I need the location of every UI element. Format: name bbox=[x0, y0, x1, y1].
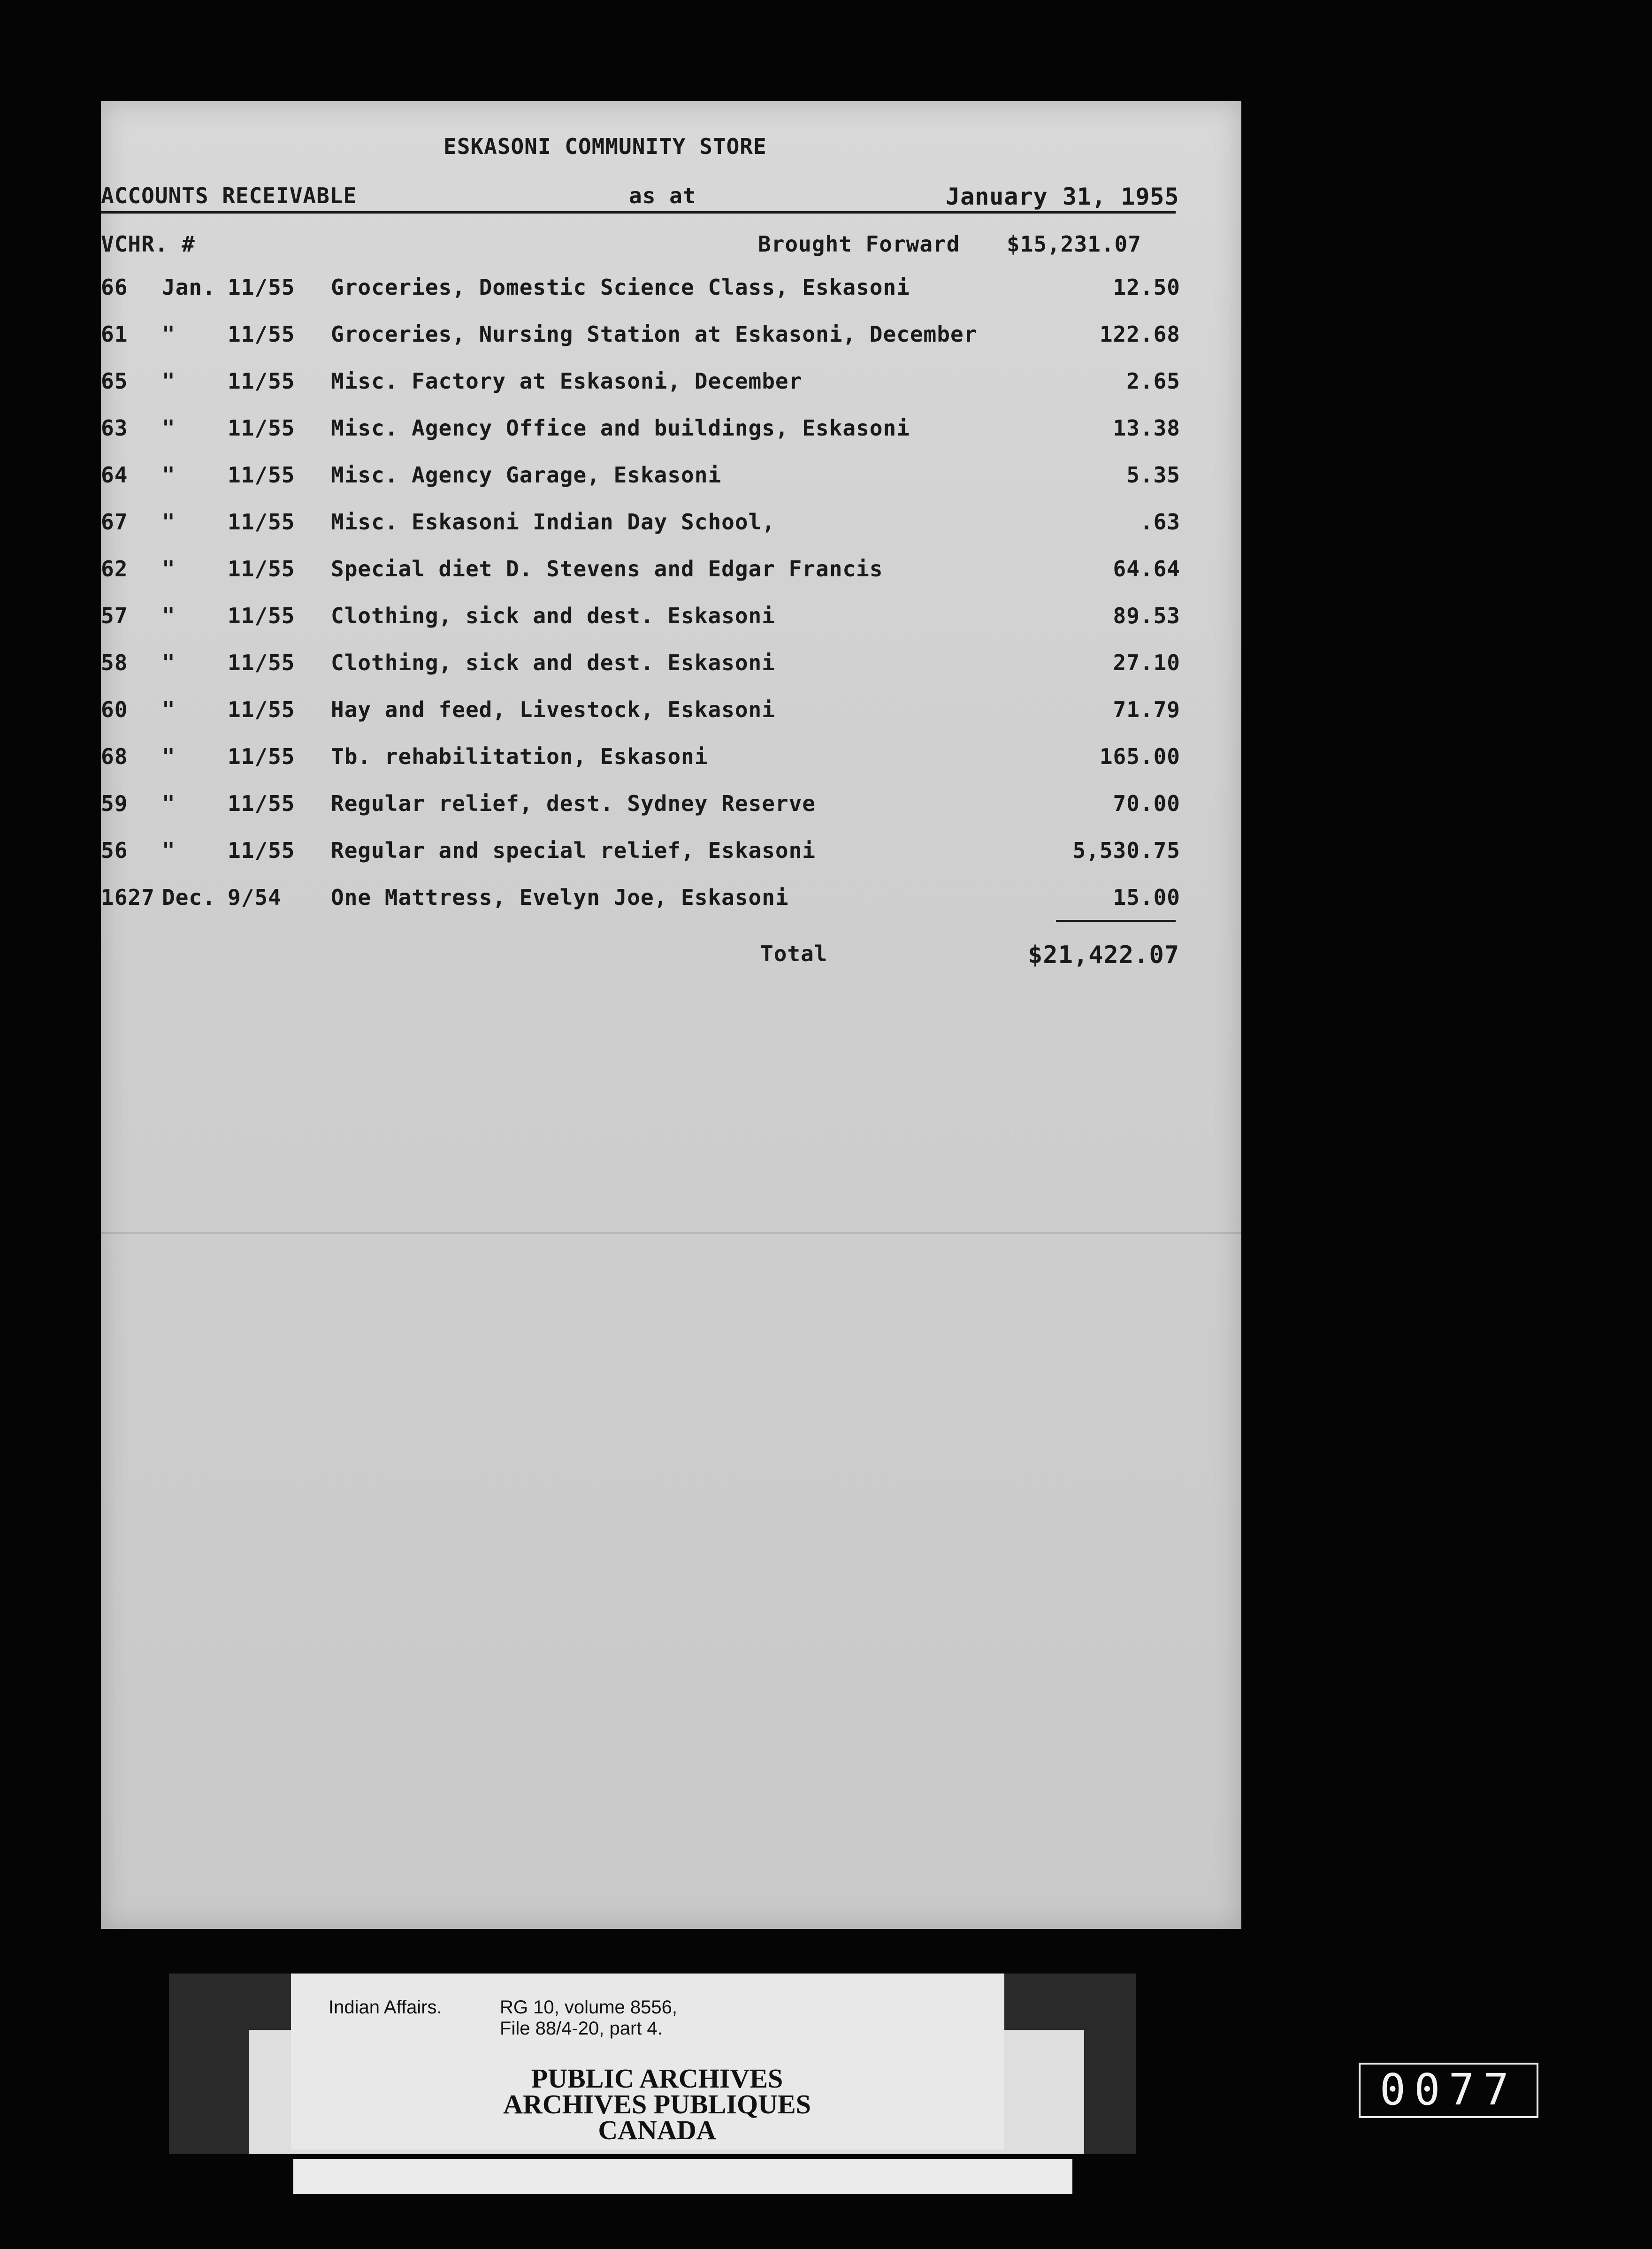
voucher-amount: 89.53 bbox=[1113, 603, 1180, 628]
voucher-number: 66 bbox=[101, 275, 128, 300]
voucher-description: Tb. rehabilitation, Eskasoni bbox=[331, 744, 708, 769]
voucher-number: 65 bbox=[101, 368, 128, 394]
voucher-number: 61 bbox=[101, 321, 128, 347]
voucher-amount: 13.38 bbox=[1113, 415, 1180, 441]
voucher-number: 60 bbox=[101, 697, 128, 722]
header-date: January 31, 1955 bbox=[946, 183, 1179, 210]
header-rule bbox=[101, 211, 1176, 214]
voucher-date: 11/55 bbox=[228, 791, 295, 816]
archive-reference-line-2: File 88/4-20, part 4. bbox=[500, 2018, 663, 2039]
document-page bbox=[101, 101, 1241, 1929]
voucher-number: 68 bbox=[101, 744, 128, 769]
table-row bbox=[101, 885, 1180, 932]
archive-label-bottom-strip bbox=[293, 2159, 1072, 2194]
voucher-amount: .63 bbox=[1140, 509, 1180, 535]
voucher-month: " bbox=[162, 462, 176, 488]
voucher-amount: 5.35 bbox=[1126, 462, 1180, 488]
table-row bbox=[101, 462, 1180, 509]
archive-reference-line-1: RG 10, volume 8556, bbox=[500, 1997, 677, 2018]
subtotal-underline bbox=[1056, 920, 1176, 922]
voucher-date: 11/55 bbox=[228, 321, 295, 347]
voucher-month: " bbox=[162, 368, 176, 394]
voucher-month: " bbox=[162, 509, 176, 535]
voucher-number: 64 bbox=[101, 462, 128, 488]
voucher-date: 11/55 bbox=[228, 838, 295, 863]
voucher-month: " bbox=[162, 603, 176, 628]
page-fold-line bbox=[101, 1232, 1241, 1234]
voucher-description: Groceries, Nursing Station at Eskasoni, December bbox=[331, 321, 978, 347]
table-row bbox=[101, 838, 1180, 885]
voucher-number: 57 bbox=[101, 603, 128, 628]
voucher-description: Misc. Eskasoni Indian Day School, bbox=[331, 509, 775, 535]
voucher-amount: 12.50 bbox=[1113, 275, 1180, 300]
voucher-amount: 70.00 bbox=[1113, 791, 1180, 816]
header-as-at: as at bbox=[629, 183, 696, 208]
frame-number: 0077 bbox=[1359, 2063, 1538, 2118]
voucher-number: 58 bbox=[101, 650, 128, 675]
table-row bbox=[101, 275, 1180, 321]
voucher-description: Misc. Agency Office and buildings, Eskasoni bbox=[331, 415, 910, 441]
voucher-description: Clothing, sick and dest. Eskasoni bbox=[331, 650, 775, 675]
table-row bbox=[101, 697, 1180, 744]
voucher-description: Misc. Factory at Eskasoni, December bbox=[331, 368, 803, 394]
voucher-date: 11/55 bbox=[228, 509, 295, 535]
voucher-date: 11/55 bbox=[228, 697, 295, 722]
total-label: Total bbox=[760, 941, 828, 966]
voucher-date: 9/54 bbox=[228, 885, 282, 910]
table-row bbox=[101, 650, 1180, 697]
header-accounts-receivable: ACCOUNTS RECEIVABLE bbox=[101, 183, 357, 208]
voucher-number: 62 bbox=[101, 556, 128, 581]
voucher-month: " bbox=[162, 415, 176, 441]
voucher-month: " bbox=[162, 650, 176, 675]
voucher-amount: 2.65 bbox=[1126, 368, 1180, 394]
voucher-description: Regular and special relief, Eskasoni bbox=[331, 838, 816, 863]
table-row bbox=[101, 509, 1180, 556]
voucher-date: 11/55 bbox=[228, 415, 295, 441]
table-row bbox=[101, 556, 1180, 603]
document-title: ESKASONI COMMUNITY STORE bbox=[444, 134, 767, 159]
total-amount: $21,422.07 bbox=[1028, 941, 1180, 969]
voucher-description: Regular relief, dest. Sydney Reserve bbox=[331, 791, 816, 816]
voucher-number: 59 bbox=[101, 791, 128, 816]
voucher-date: 11/55 bbox=[228, 275, 295, 300]
voucher-month: " bbox=[162, 838, 176, 863]
voucher-description: Misc. Agency Garage, Eskasoni bbox=[331, 462, 722, 488]
table-row bbox=[101, 321, 1180, 368]
voucher-month: " bbox=[162, 791, 176, 816]
voucher-amount: 5,530.75 bbox=[1072, 838, 1180, 863]
voucher-description: Groceries, Domestic Science Class, Eskasoni bbox=[331, 275, 910, 300]
voucher-number: 1627 bbox=[101, 885, 155, 910]
voucher-number: 63 bbox=[101, 415, 128, 441]
archive-agency: Indian Affairs. bbox=[329, 1997, 442, 2018]
voucher-description: Special diet D. Stevens and Edgar Francis bbox=[331, 556, 883, 581]
voucher-date: 11/55 bbox=[228, 368, 295, 394]
voucher-description: One Mattress, Evelyn Joe, Eskasoni bbox=[331, 885, 789, 910]
voucher-month: " bbox=[162, 697, 176, 722]
voucher-month: " bbox=[162, 556, 176, 581]
voucher-month: Dec. bbox=[162, 885, 216, 910]
voucher-description: Hay and feed, Livestock, Eskasoni bbox=[331, 697, 775, 722]
voucher-amount: 122.68 bbox=[1099, 321, 1180, 347]
voucher-amount: 64.64 bbox=[1113, 556, 1180, 581]
voucher-date: 11/55 bbox=[228, 603, 295, 628]
voucher-column-label: VCHR. # bbox=[101, 231, 195, 257]
voucher-month: " bbox=[162, 744, 176, 769]
table-row bbox=[101, 368, 1180, 415]
voucher-number: 56 bbox=[101, 838, 128, 863]
voucher-date: 11/55 bbox=[228, 556, 295, 581]
voucher-number: 67 bbox=[101, 509, 128, 535]
voucher-month: Jan. bbox=[162, 275, 216, 300]
voucher-amount: 15.00 bbox=[1113, 885, 1180, 910]
archive-name-french: ARCHIVES PUBLIQUES bbox=[503, 2089, 811, 2119]
voucher-date: 11/55 bbox=[228, 650, 295, 675]
archive-country: CANADA bbox=[598, 2115, 716, 2145]
table-row bbox=[101, 603, 1180, 650]
table-row bbox=[101, 791, 1180, 838]
voucher-amount: 71.79 bbox=[1113, 697, 1180, 722]
voucher-month: " bbox=[162, 321, 176, 347]
voucher-amount: 27.10 bbox=[1113, 650, 1180, 675]
table-row bbox=[101, 415, 1180, 462]
voucher-amount: 165.00 bbox=[1099, 744, 1180, 769]
archive-name-english: PUBLIC ARCHIVES bbox=[531, 2063, 783, 2094]
voucher-date: 11/55 bbox=[228, 744, 295, 769]
voucher-date: 11/55 bbox=[228, 462, 295, 488]
brought-forward-amount: $15,231.07 bbox=[1007, 231, 1141, 257]
table-row bbox=[101, 744, 1180, 791]
brought-forward-label: Brought Forward bbox=[758, 231, 960, 257]
voucher-description: Clothing, sick and dest. Eskasoni bbox=[331, 603, 775, 628]
